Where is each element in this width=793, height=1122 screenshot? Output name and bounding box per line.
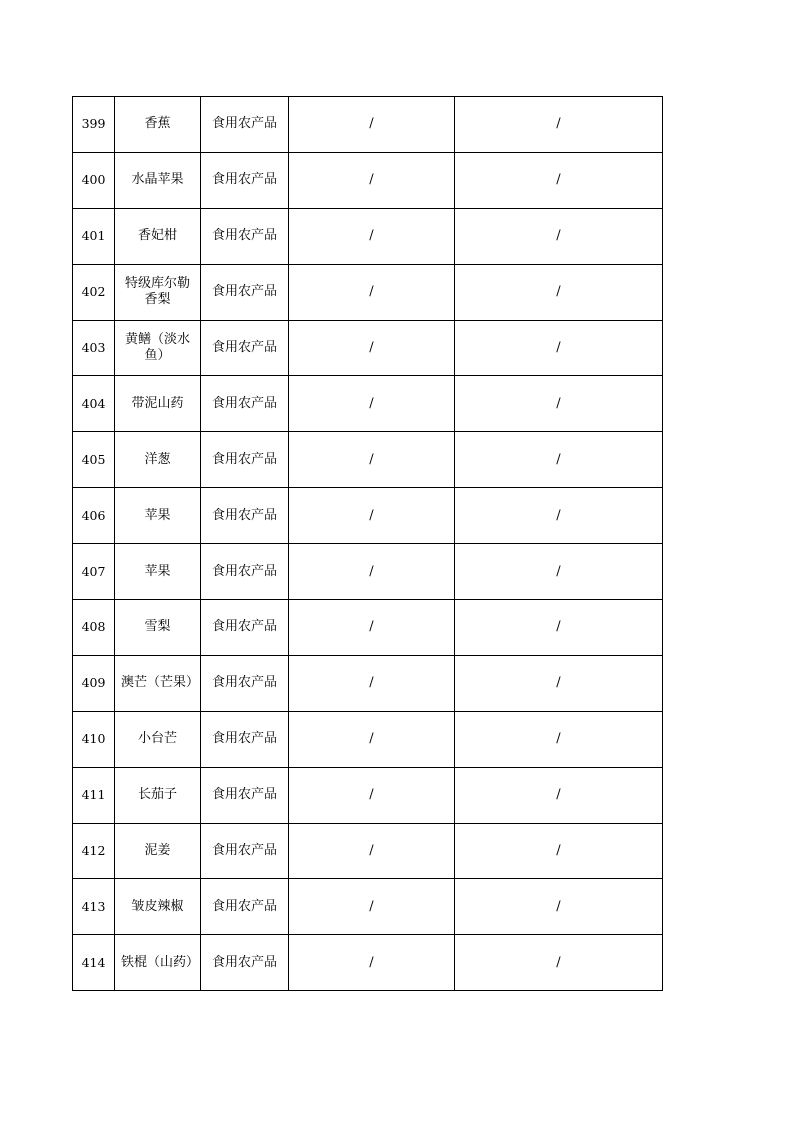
table-row (73, 432, 663, 488)
category-cell: 食用农产品 (201, 767, 289, 823)
row-number-cell: 409 (73, 655, 115, 711)
column-4-cell: / (289, 879, 455, 935)
product-name-cell: 雪梨 (115, 600, 201, 656)
table-row (73, 488, 663, 544)
column-4-cell: / (289, 935, 455, 991)
table-row (73, 711, 663, 767)
row-number-cell: 408 (73, 600, 115, 656)
column-4-cell: / (289, 767, 455, 823)
table-row (73, 544, 663, 600)
column-4-cell: / (289, 655, 455, 711)
product-name-cell: 泥姜 (115, 823, 201, 879)
column-5-cell: / (455, 488, 663, 544)
table-row (73, 320, 663, 376)
category-cell: 食用农产品 (201, 823, 289, 879)
product-name-cell: 黄鳝（淡水鱼） (115, 320, 201, 376)
category-cell: 食用农产品 (201, 600, 289, 656)
category-cell: 食用农产品 (201, 432, 289, 488)
category-cell: 食用农产品 (201, 264, 289, 320)
table-row (73, 97, 663, 153)
product-name-cell: 铁棍（山药） (115, 935, 201, 991)
column-5-cell: / (455, 600, 663, 656)
row-number-cell: 400 (73, 152, 115, 208)
column-4-cell: / (289, 600, 455, 656)
column-4-cell: / (289, 264, 455, 320)
category-cell: 食用农产品 (201, 544, 289, 600)
row-number-cell: 412 (73, 823, 115, 879)
table-row (73, 152, 663, 208)
row-number-cell: 407 (73, 544, 115, 600)
product-name-cell: 特级库尔勒香梨 (115, 264, 201, 320)
column-5-cell: / (455, 935, 663, 991)
table-row (73, 879, 663, 935)
column-5-cell: / (455, 544, 663, 600)
table-row (73, 767, 663, 823)
category-cell: 食用农产品 (201, 376, 289, 432)
column-5-cell: / (455, 264, 663, 320)
column-4-cell: / (289, 320, 455, 376)
row-number-cell: 403 (73, 320, 115, 376)
row-number-cell: 404 (73, 376, 115, 432)
table-row (73, 600, 663, 656)
column-5-cell: / (455, 208, 663, 264)
table-body (73, 97, 663, 991)
product-name-cell: 皱皮辣椒 (115, 879, 201, 935)
product-table (72, 96, 663, 991)
category-cell: 食用农产品 (201, 655, 289, 711)
column-4-cell: / (289, 97, 455, 153)
category-cell: 食用农产品 (201, 208, 289, 264)
table-row (73, 823, 663, 879)
product-name-cell: 水晶苹果 (115, 152, 201, 208)
table-row (73, 655, 663, 711)
column-5-cell: / (455, 823, 663, 879)
product-name-cell: 长茄子 (115, 767, 201, 823)
category-cell: 食用农产品 (201, 879, 289, 935)
column-5-cell: / (455, 376, 663, 432)
column-4-cell: / (289, 152, 455, 208)
category-cell: 食用农产品 (201, 320, 289, 376)
table-row (73, 935, 663, 991)
row-number-cell: 413 (73, 879, 115, 935)
product-name-cell: 澳芒（芒果） (115, 655, 201, 711)
column-5-cell: / (455, 655, 663, 711)
column-4-cell: / (289, 432, 455, 488)
column-4-cell: / (289, 208, 455, 264)
row-number-cell: 401 (73, 208, 115, 264)
row-number-cell: 406 (73, 488, 115, 544)
product-name-cell: 带泥山药 (115, 376, 201, 432)
row-number-cell: 410 (73, 711, 115, 767)
category-cell: 食用农产品 (201, 488, 289, 544)
column-5-cell: / (455, 711, 663, 767)
row-number-cell: 414 (73, 935, 115, 991)
column-4-cell: / (289, 488, 455, 544)
product-name-cell: 苹果 (115, 488, 201, 544)
row-number-cell: 411 (73, 767, 115, 823)
category-cell: 食用农产品 (201, 152, 289, 208)
product-name-cell: 洋葱 (115, 432, 201, 488)
column-4-cell: / (289, 376, 455, 432)
column-4-cell: / (289, 823, 455, 879)
category-cell: 食用农产品 (201, 935, 289, 991)
column-5-cell: / (455, 320, 663, 376)
column-4-cell: / (289, 544, 455, 600)
product-name-cell: 苹果 (115, 544, 201, 600)
column-5-cell: / (455, 97, 663, 153)
row-number-cell: 399 (73, 97, 115, 153)
column-5-cell: / (455, 152, 663, 208)
product-name-cell: 小台芒 (115, 711, 201, 767)
category-cell: 食用农产品 (201, 711, 289, 767)
product-name-cell: 香妃柑 (115, 208, 201, 264)
table-row (73, 208, 663, 264)
row-number-cell: 405 (73, 432, 115, 488)
table-row (73, 376, 663, 432)
table-row (73, 264, 663, 320)
category-cell: 食用农产品 (201, 97, 289, 153)
column-5-cell: / (455, 879, 663, 935)
product-name-cell: 香蕉 (115, 97, 201, 153)
column-5-cell: / (455, 767, 663, 823)
row-number-cell: 402 (73, 264, 115, 320)
column-5-cell: / (455, 432, 663, 488)
column-4-cell: / (289, 711, 455, 767)
